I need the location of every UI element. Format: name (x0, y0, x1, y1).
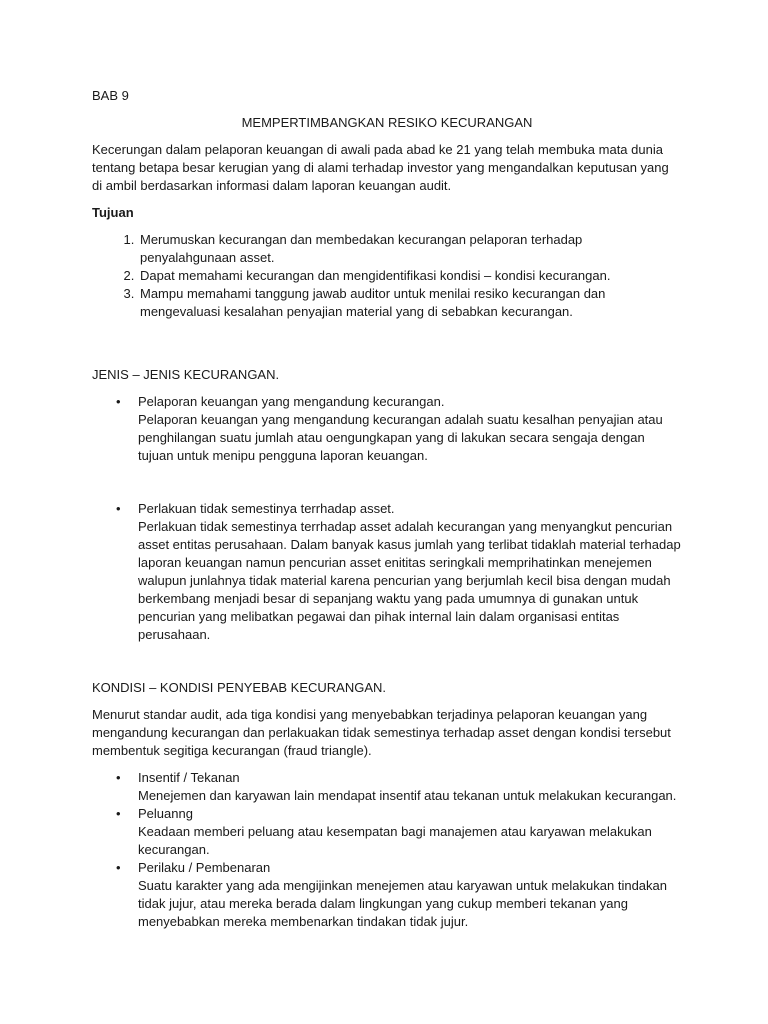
chapter-label: BAB 9 (92, 88, 129, 103)
kondisi-intro: Menurut standar audit, ada tiga kondisi yang menyebabkan terjadinya pelaporan keuangan yang mengandung kecurangan dan perlakuakan tidak semestinya terhadap asset dengan kondisi tersebut membentuk segitiga kecurangan (fraud triangle). (92, 707, 671, 758)
kondisi-item-body: Keadaan memberi peluang atau kesempatan bagi manajemen atau karyawan melakukan kecurangan. (138, 824, 652, 857)
intro-paragraph: Kecerungan dalam pelaporan keuangan di awali pada abad ke 21 yang telah membuka mata dunia tentang betapa besar kerugian yang di alami terhadap investor yang mengandalkan keputusan yang di ambil berdasarkan informasi dalam laporan keuangan audit. (92, 142, 669, 193)
tujuan-list (92, 231, 682, 321)
kondisi-item-title: Peluanng (138, 806, 193, 821)
bullet-icon: • (116, 501, 121, 516)
kondisi-list (92, 769, 682, 931)
jenis-list (92, 393, 682, 465)
kondisi-item-body: Suatu karakter yang ada mengijinkan menejemen atau karyawan untuk melakukan tindakan tidak jujur, atau mereka berada dalam lingkungan yang cukup memberi tekanan yang menyebabkan mereka membenarkan tindakan tidak jujur. (138, 878, 667, 929)
jenis-item-title: Perlakuan tidak semestinya terrhadap asset. (138, 501, 395, 516)
kondisi-item-title: Insentif / Tekanan (138, 770, 240, 785)
jenis-item-body: Perlakuan tidak semestinya terrhadap asset adalah kecurangan yang menyangkut pencurian asset entitas perusahaan. Dalam banyak kasus jumlah yang terlibat tidaklah material terhadap laporan keuangan namun pencurian asset enititas seringkali memprihatinkan menejemen walupun junlahnya tidak material karena pencurian yang berjumlah kecil bisa dengan mudah berkembang menjadi besar di sepanjang waktu yang pada umumnya di gunakan untuk pencurian yang melibatkan pegawai dan pihak internal lain dalam organisasi entitas perusahaan. (138, 519, 681, 642)
document-title: MEMPERTIMBANGKAN RESIKO KECURANGAN (241, 115, 533, 130)
jenis-heading: JENIS – JENIS KECURANGAN. (92, 367, 280, 382)
tujuan-item: 1. Merumuskan kecurangan dan membedakan kecurangan pelaporan terhadap penyalahgunaan asset. (138, 231, 682, 267)
jenis-item (116, 393, 682, 465)
kondisi-heading: KONDISI – KONDISI PENYEBAB KECURANGAN. (92, 680, 387, 695)
bullet-icon: • (116, 860, 121, 875)
tujuan-item: 3. Mampu memahami tanggung jawab auditor untuk menilai resiko kecurangan dan mengevaluasi kesalahan penyajian material yang di sebabkan kecurangan. (138, 285, 682, 321)
tujuan-item: 2. Dapat memahami kecurangan dan mengidentifikasi kondisi – kondisi kecurangan. (138, 267, 682, 285)
bullet-icon: • (116, 394, 121, 409)
jenis-item-title: Pelaporan keuangan yang mengandung kecurangan. (138, 394, 445, 409)
kondisi-item-body: Menejemen dan karyawan lain mendapat insentif atau tekanan untuk melakukan kecurangan. (138, 788, 677, 803)
kondisi-item-title: Perilaku / Pembenaran (138, 860, 271, 875)
kondisi-item (116, 859, 682, 931)
jenis-item-body: Pelaporan keuangan yang mengandung kecurangan adalah suatu kesalhan penyajian atau penghilangan suatu jumlah atau oengungkapan yang di lakukan secara sengaja dengan tujuan untuk menipu pengguna laporan keuangan. (138, 412, 663, 463)
jenis-list-continued (92, 500, 682, 644)
bullet-icon: • (116, 770, 121, 785)
kondisi-item (116, 805, 682, 859)
kondisi-item (116, 769, 682, 805)
jenis-item (116, 500, 682, 644)
tujuan-heading: Tujuan (92, 205, 134, 220)
bullet-icon: • (116, 806, 121, 821)
document-page (92, 87, 682, 931)
